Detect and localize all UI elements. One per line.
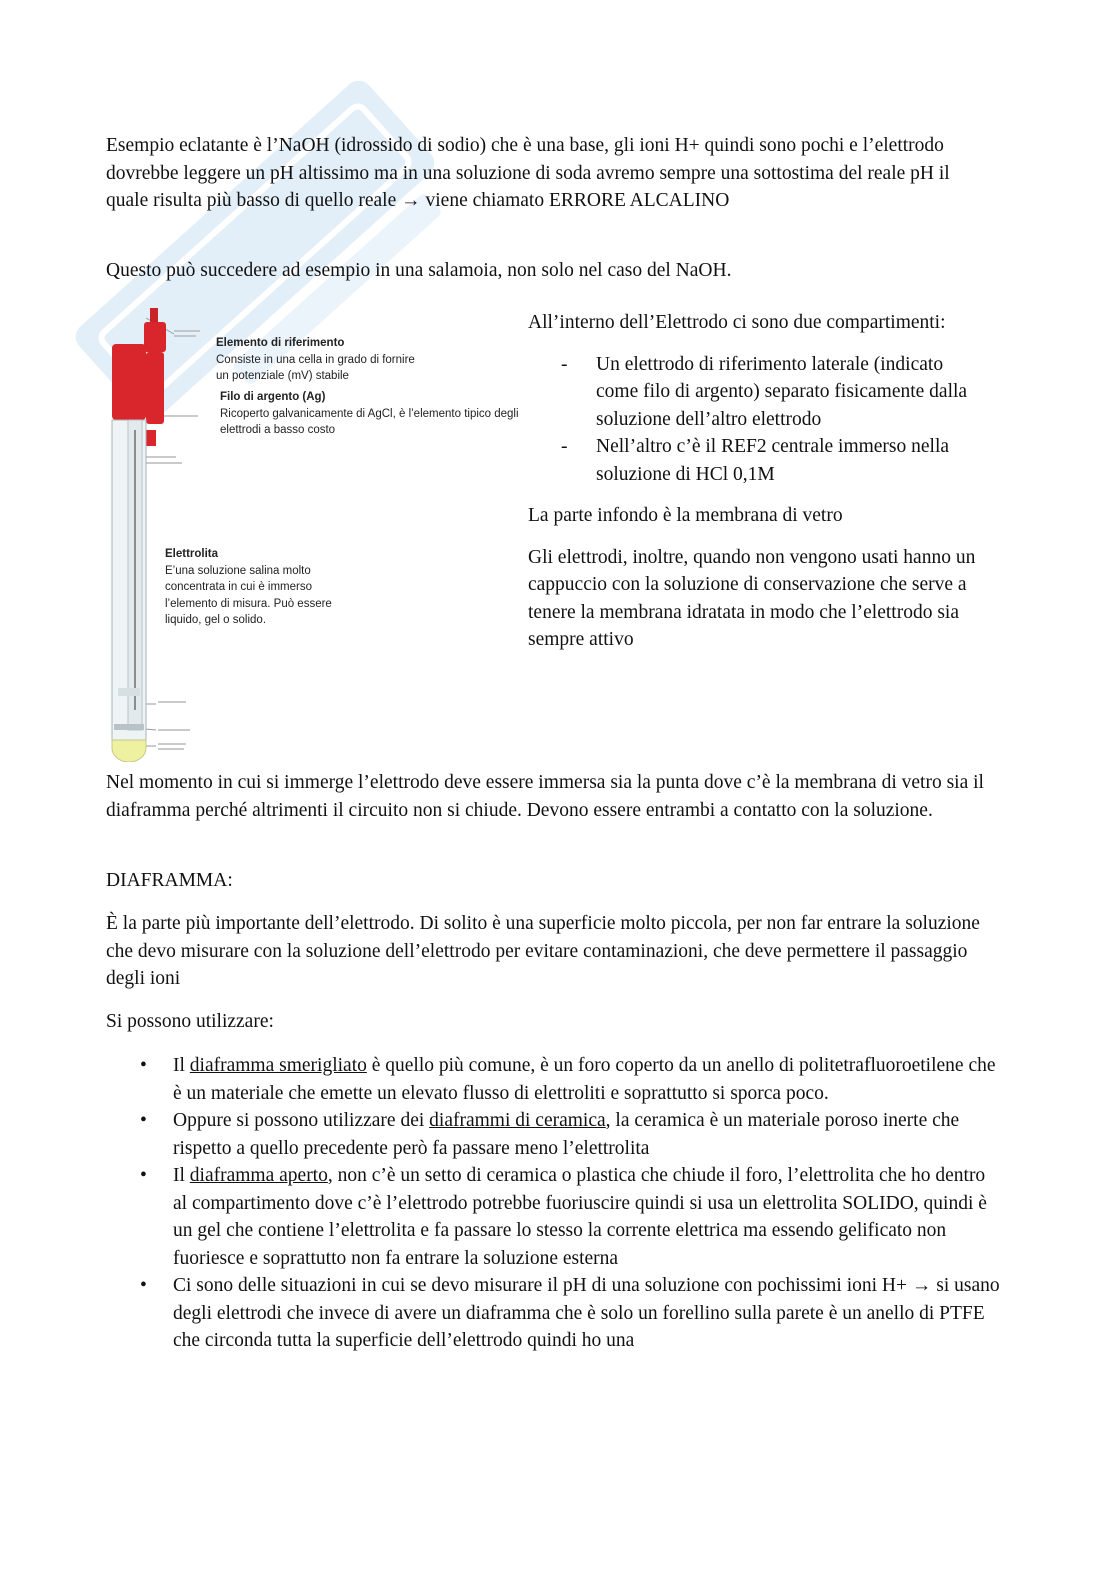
compartments-intro: All’interno dell’Elettrodo ci sono due compartimenti: <box>528 312 946 333</box>
side-cap <box>144 322 166 352</box>
bullet-marker: • <box>140 1055 147 1076</box>
list-item: - Nell’altro c’è il REF2 centrale immerso nella soluzione di HCl 0,1M <box>528 433 978 488</box>
list-item: • Il diaframma aperto, non c’è un setto di ceramica o plastica che chiude il foro, l’elettrolita che ho dentro al compartimento dove c’è l’elettrodo potrebbe fuoriuscire quindi si usa un elettrolita SOLIDO, quindi è un gel che contiene l’elettrolita e fa passare lo stesso la corrente elettrica ma essendo gelificato non fuoriesce e soprattutto non fa entrare la soluzione esterna <box>106 1162 1001 1272</box>
diaframma-heading: DIAFRAMMA: <box>106 870 233 891</box>
reference-cap <box>146 352 164 424</box>
compartments-list <box>528 351 978 489</box>
electrolyte-band <box>118 688 140 696</box>
bullet-marker: • <box>140 1165 147 1186</box>
list-item: • Oppure si possono utilizzare dei diaframmi di ceramica, la ceramica è un materiale poroso inerte che rispetto a quello precedente però fa passare meno l’elettrolita <box>106 1107 1001 1162</box>
electrode-cap <box>112 344 146 420</box>
immersion-paragraph: Nel momento in cui si immerge l’elettrodo deve essere immersa sia la punta dove c’è la membrana di vetro sia il diaframma perché altrimenti il circuito non si chiude. Devono essere entrambi a contatto con la soluzione. <box>106 772 984 821</box>
diaphragm <box>114 724 144 730</box>
glass-bulb <box>112 740 146 762</box>
salamoia-paragraph: Questo può succedere ad esempio in una salamoia, non solo nel caso del NaOH. <box>106 260 732 281</box>
list-item: • Ci sono delle situazioni in cui se devo misurare il pH di una soluzione con pochissimi ioni H+ → si usano degli elettrodi che invece di avere un diaframma che è solo un forellino sulla parete è un anello di PTFE che circonda tutta la superficie dell’elettrodo quindi ho una <box>106 1272 1001 1355</box>
label-elettrolita: Elettrolita E’una soluzione salina molto concentrata in cui è immerso l’elemento di misura. Può essere liquido, gel o solido. <box>165 548 332 626</box>
dash-marker: - <box>561 353 568 375</box>
diaframma-paragraph: È la parte più importante dell’elettrodo. Di solito è una superficie molto piccola, per non far entrare la soluzione che devo misurare con la soluzione dell’elettrodo per evitare contaminazioni, che deve permettere il passaggio degli ioni <box>106 913 980 989</box>
label-elemento-riferimento: Elemento di riferimento Consiste in una cella in grado di fornire un potenziale (mV) stabile <box>216 337 415 382</box>
electrode-figure <box>104 300 524 762</box>
bullet-marker: • <box>140 1110 147 1131</box>
label-filo-argento: Filo di argento (Ag) Ricoperto galvanicamente di AgCl, è l’elemento tipico degli elettrodi a basso costo <box>220 391 519 436</box>
membrana-paragraph: La parte infondo è la membrana di vetro <box>528 505 843 526</box>
diaphragm-types-list <box>106 1052 1001 1355</box>
possono-paragraph: Si possono utilizzare: <box>106 1011 274 1032</box>
list-item: • Il diaframma smerigliato è quello più comune, è un foro coperto da un anello di politetrafluoroetilene che è un materiale che emette un elevato flusso di elettroliti e soprattutto si sporca poco. <box>106 1052 1001 1107</box>
intro-paragraph: Esempio eclatante è l’NaOH (idrossido di sodio) che è una base, gli ioni H+ quindi sono pochi e l’elettrodo dovrebbe leggere un pH altissimo ma in una soluzione di soda avremo sempre una sottostima del reale pH il quale risulta più basso di quello reale → viene chiamato ERRORE ALCALINO <box>106 135 950 211</box>
bullet-marker: • <box>140 1275 147 1296</box>
dash-marker: - <box>561 436 568 457</box>
right-column-text <box>528 309 978 668</box>
cappuccio-paragraph: Gli elettrodi, inoltre, quando non vengono usati hanno un cappuccio con la soluzione di conservazione che serve a tenere la membrana idratata in modo che l’elettrodo sia sempre attivo <box>528 546 976 650</box>
list-item: - Un elettrodo di riferimento laterale (indicato come filo di argento) separato fisicamente dalla soluzione dell’altro elettrodo <box>528 351 978 434</box>
